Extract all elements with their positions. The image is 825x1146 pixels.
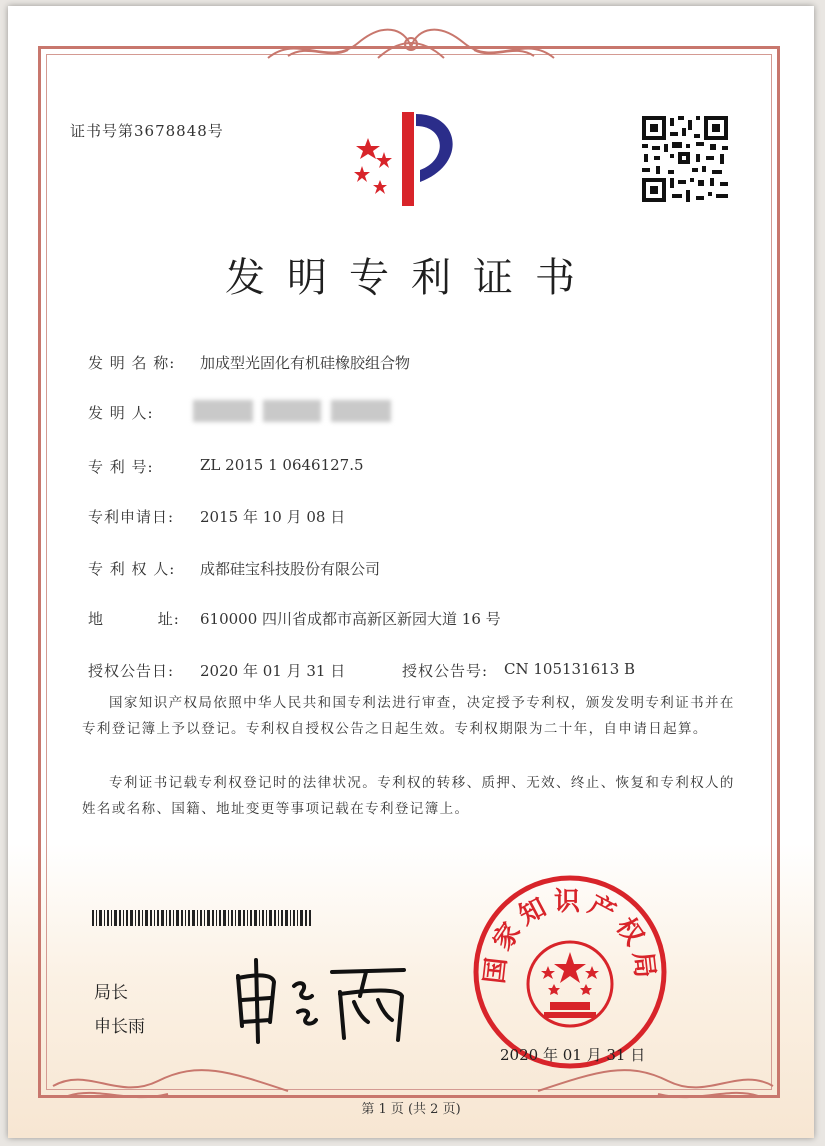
barcode [92, 910, 312, 926]
inventor-redacted [193, 400, 393, 422]
statement-paragraph-2: 专利证书记载专利权登记时的法律状况。专利权的转移、质押、无效、终止、恢复和专利权人的姓名或名称、国籍、地址变更等事项记载在专利登记簿上。 [82, 775, 735, 817]
director-title: 局长 [94, 983, 128, 1003]
field-label-grant-date: 授权公告日: [88, 662, 175, 680]
certificate-number: 证书号第3678848号 [70, 122, 224, 140]
field-value-grant-number: CN 105131613 B [504, 660, 636, 678]
director-name: 申长雨 [94, 1017, 145, 1037]
top-ornament [258, 28, 564, 68]
field-label-patent-number: 专 利 号: [88, 458, 154, 476]
field-label-address: 地 址: [88, 610, 180, 628]
field-value-invention-name: 加成型光固化有机硅橡胶组合物 [200, 354, 411, 372]
statement-paragraph-1: 国家知识产权局依照中华人民共和国专利法进行审查，决定授予专利权，颁发发明专利证书并在专利登记簿上予以登记。专利权自授权公告之日起生效。专利权期限为二十年，自申请日起算。 [82, 695, 735, 737]
patent-office-logo-icon [340, 104, 470, 214]
field-value-application-date: 2015 年 10 月 08 日 [200, 508, 346, 526]
certificate-page [8, 6, 814, 1138]
official-seal [470, 872, 670, 1072]
handwritten-signature [228, 956, 418, 1046]
page-number-footer: 第 1 页 (共 2 页) [361, 1102, 461, 1117]
field-value-address: 610000 四川省成都市高新区新园大道 16 号 [200, 610, 501, 628]
field-label-inventor: 发 明 人: [88, 404, 154, 422]
field-value-patentee: 成都硅宝科技股份有限公司 [200, 560, 381, 578]
seal-date: 2020 年 01 月 31 日 [500, 1046, 646, 1064]
field-label-grant-number: 授权公告号: [402, 662, 489, 680]
certificate-title: 发明专利证书 [225, 255, 597, 301]
field-value-patent-number: ZL 2015 1 0646127.5 [200, 456, 364, 474]
svg-text:国家知识产权局: 国家知识产权局 [479, 887, 661, 986]
field-label-invention-name: 发 明 名 称: [88, 354, 176, 372]
field-value-grant-date: 2020 年 01 月 31 日 [200, 662, 346, 680]
field-label-application-date: 专利申请日: [88, 508, 175, 526]
field-label-patentee: 专 利 权 人: [88, 560, 176, 578]
qr-code [640, 114, 730, 204]
